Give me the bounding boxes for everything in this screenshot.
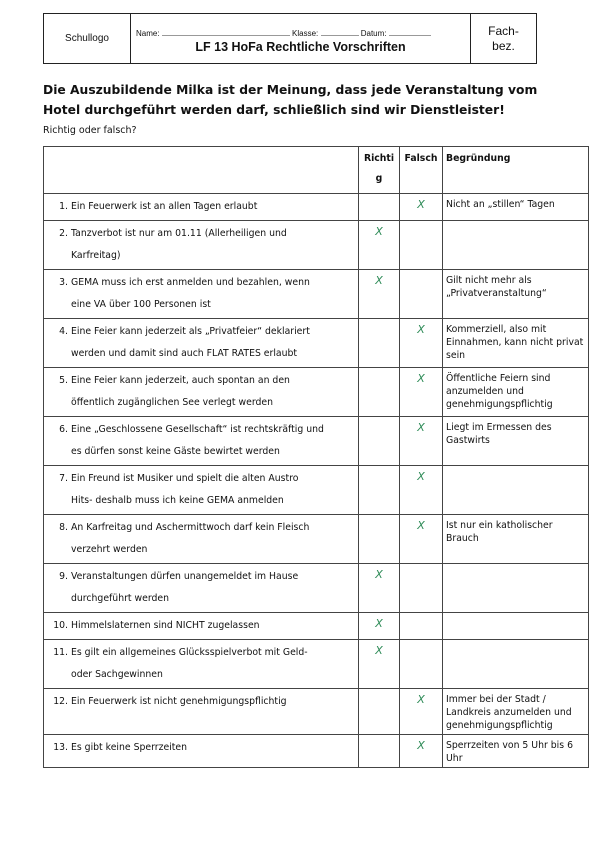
table-row [44, 417, 589, 466]
answer-table [43, 146, 589, 768]
table-row [44, 689, 589, 735]
reason-cell: Ist nur ein katholischer Brauch [443, 515, 589, 564]
statement-line [48, 196, 355, 218]
right-mark-cell [359, 194, 400, 221]
row-number: 5. [59, 375, 68, 386]
table-row [44, 270, 589, 319]
wrong-mark-cell [400, 270, 443, 319]
row-number: 3. [59, 277, 68, 288]
table-row [44, 221, 589, 270]
statement-text: Eine Feier kann jederzeit als „Privatfeier“ deklariert [71, 326, 310, 337]
statement-continuation: öffentlich zugänglichen See verlegt werden [71, 397, 274, 408]
statement-cell [44, 735, 359, 768]
reason-cell [443, 221, 589, 270]
row-number: 10. [53, 620, 68, 631]
class-line [321, 28, 359, 36]
right-mark-cell: X [359, 564, 400, 613]
statement-continuation: durchgeführt werden [71, 593, 170, 604]
statement-cell [44, 613, 359, 640]
statement-continuation: werden und damit sind auch FLAT RATES erlaubt [71, 348, 298, 359]
statement-line [48, 272, 355, 294]
statement-line [48, 468, 355, 490]
table-row [44, 613, 589, 640]
row-number: 4. [59, 326, 68, 337]
statement-text: Es gibt keine Sperrzeiten [71, 742, 188, 753]
row-number: 6. [59, 424, 68, 435]
wrong-mark-cell: X [400, 466, 443, 515]
statement-cell [44, 466, 359, 515]
class-label: Klasse: [292, 29, 319, 38]
reason-cell: Immer bei der Stadt / Landkreis anzumelden und genehmigungspflichtig [443, 689, 589, 735]
reason-cell: Kommerziell, also mit Einnahmen, kann nicht privat sein [443, 319, 589, 368]
row-number: 8. [59, 522, 68, 533]
subject-line1: Fach- [488, 23, 519, 38]
statement-continuation: oder Sachgewinnen [71, 669, 163, 680]
statement-line [48, 642, 355, 664]
table-row [44, 194, 589, 221]
row-number: 9. [59, 571, 68, 582]
table-row [44, 735, 589, 768]
statement-line [48, 615, 355, 637]
right-mark-cell [359, 466, 400, 515]
statement-continuation: Hits- deshalb muss ich keine GEMA anmelden [71, 495, 284, 506]
subject-cell [471, 14, 536, 63]
header-info-cell [131, 14, 471, 63]
intro-text: Die Auszubildende Milka ist der Meinung, dass jede Veranstaltung vom Hotel durchgeführt werden darf, schließlich sind wir Dienstleister! [43, 83, 538, 117]
statement-cell [44, 270, 359, 319]
right-mark-cell [359, 417, 400, 466]
statement-continuation: eine VA über 100 Personen ist [71, 299, 211, 310]
wrong-mark-cell: X [400, 689, 443, 735]
statement-line [48, 370, 355, 392]
table-row [44, 640, 589, 689]
table-row [44, 564, 589, 613]
wrong-mark-cell: X [400, 368, 443, 417]
statement-line [48, 419, 355, 441]
statement-line [48, 691, 355, 713]
wrong-mark-cell: X [400, 735, 443, 768]
right-mark-cell: X [359, 270, 400, 319]
name-line [162, 28, 290, 36]
reason-cell [443, 613, 589, 640]
wrong-mark-cell: X [400, 194, 443, 221]
table-header-row [44, 147, 589, 194]
worksheet-title: LF 13 HoFa Rechtliche Vorschriften [195, 40, 406, 54]
header-right-line2: g [375, 173, 383, 184]
worksheet-header [43, 13, 537, 64]
question-text: Richtig oder falsch? [43, 125, 137, 136]
reason-cell [443, 466, 589, 515]
statement-cell [44, 417, 359, 466]
table-row [44, 368, 589, 417]
date-line [389, 28, 431, 36]
row-number: 2. [59, 228, 68, 239]
header-right [359, 147, 400, 194]
statement-cell [44, 368, 359, 417]
subject-line2: bez. [492, 38, 515, 53]
right-mark-cell [359, 319, 400, 368]
reason-cell: Gilt nicht mehr als „Privatveranstaltung“ [443, 270, 589, 319]
right-mark-cell: X [359, 640, 400, 689]
reason-cell: Nicht an „stillen“ Tagen [443, 194, 589, 221]
statement-text: Eine „Geschlossene Gesellschaft“ ist rechtskräftig und [71, 424, 324, 435]
header-right-line1: Richti [363, 153, 395, 164]
table-row [44, 319, 589, 368]
right-mark-cell [359, 735, 400, 768]
statement-cell [44, 221, 359, 270]
reason-cell: Sperrzeiten von 5 Uhr bis 6 Uhr [443, 735, 589, 768]
right-mark-cell [359, 689, 400, 735]
statement-continuation: Karfreitag) [71, 250, 121, 261]
statement-text: Himmelslaternen sind NICHT zugelassen [71, 620, 260, 631]
header-statement [44, 147, 359, 194]
right-mark-cell: X [359, 221, 400, 270]
wrong-mark-cell [400, 221, 443, 270]
reason-cell [443, 640, 589, 689]
row-number: 1. [59, 201, 68, 212]
right-mark-cell [359, 515, 400, 564]
statement-cell [44, 194, 359, 221]
header-wrong: Falsch [400, 147, 443, 194]
wrong-mark-cell [400, 564, 443, 613]
wrong-mark-cell: X [400, 417, 443, 466]
name-label: Name: [136, 29, 160, 38]
statement-text: Ein Freund ist Musiker und spielt die alten Austro [71, 473, 299, 484]
statement-line [48, 737, 355, 759]
statement-cell [44, 515, 359, 564]
statement-cell [44, 689, 359, 735]
school-logo-text: Schullogo [65, 33, 109, 44]
statement-line [48, 566, 355, 588]
reason-cell: Liegt im Ermessen des Gastwirts [443, 417, 589, 466]
right-mark-cell: X [359, 613, 400, 640]
statement-continuation: verzehrt werden [71, 544, 148, 555]
right-mark-cell [359, 368, 400, 417]
header-fields [136, 28, 465, 38]
statement-line [48, 321, 355, 343]
date-label: Datum: [360, 29, 387, 38]
statement-text: Veranstaltungen dürfen unangemeldet im Hause [71, 571, 299, 582]
row-number: 12. [53, 696, 68, 707]
wrong-mark-cell [400, 640, 443, 689]
statement-continuation: es dürfen sonst keine Gäste bewirtet werden [71, 446, 280, 457]
wrong-mark-cell [400, 613, 443, 640]
statement-cell [44, 640, 359, 689]
statement-line [48, 517, 355, 539]
statement-line [48, 223, 355, 245]
header-reason: Begründung [443, 147, 589, 194]
wrong-mark-cell: X [400, 319, 443, 368]
statement-text: Eine Feier kann jederzeit, auch spontan an den [71, 375, 290, 386]
row-number: 11. [53, 647, 68, 658]
reason-cell [443, 564, 589, 613]
statement-text: Tanzverbot ist nur am 01.11 (Allerheiligen und [71, 228, 287, 239]
row-number: 7. [59, 473, 68, 484]
statement-text: GEMA muss ich erst anmelden und bezahlen, wenn [71, 277, 310, 288]
statement-text: Ein Feuerwerk ist an allen Tagen erlaubt [71, 201, 258, 212]
reason-cell: Öffentliche Feiern sind anzumelden und genehmigungspflichtig [443, 368, 589, 417]
wrong-mark-cell: X [400, 515, 443, 564]
table-row [44, 515, 589, 564]
statement-text: An Karfreitag und Aschermittwoch darf kein Fleisch [71, 522, 310, 533]
statement-text: Es gilt ein allgemeines Glücksspielverbot mit Geld- [71, 647, 308, 658]
statement-cell [44, 564, 359, 613]
table-row [44, 466, 589, 515]
row-number: 13. [53, 742, 68, 753]
statement-text: Ein Feuerwerk ist nicht genehmigungspflichtig [71, 696, 287, 707]
statement-cell [44, 319, 359, 368]
school-logo-placeholder [44, 14, 131, 63]
